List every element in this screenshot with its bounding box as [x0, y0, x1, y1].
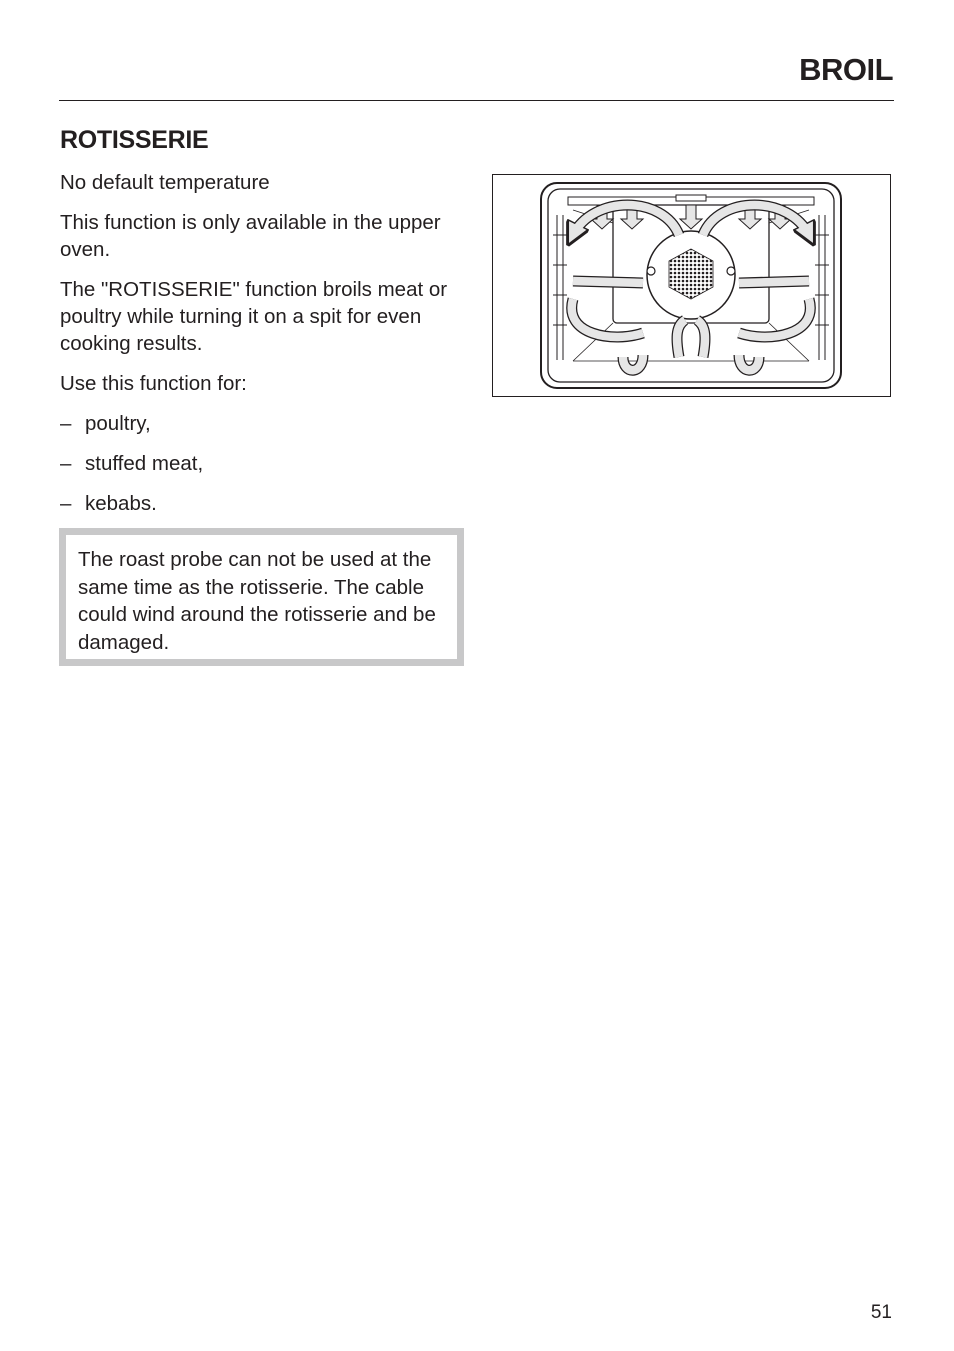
list-item-label: poultry,	[85, 412, 151, 435]
uses-list	[60, 410, 460, 517]
list-item	[60, 410, 460, 437]
default-temperature-text: No default temperature	[60, 171, 270, 194]
list-item	[60, 450, 460, 477]
page-header-title: BROIL	[799, 52, 893, 87]
list-item-label: kebabs.	[85, 492, 157, 515]
dash-bullet: –	[60, 492, 72, 515]
warning-note-box	[59, 528, 464, 666]
oven-airflow-illustration	[492, 174, 891, 397]
list-item	[60, 490, 460, 517]
list-item-label: stuffed meat,	[85, 452, 204, 475]
function-description-text: The "ROTISSERIE" function broils meat or poultry while turning it on a spit for even cooking results.	[60, 278, 448, 355]
warning-note-text: The roast probe can not be used at the same time as the rotisserie. The cable could wind around the rotisserie and be damaged.	[78, 548, 436, 654]
page-number: 51	[870, 1302, 892, 1323]
dash-bullet: –	[60, 452, 72, 475]
section-title: ROTISSERIE	[60, 126, 209, 154]
availability-text: This function is only available in the upper oven.	[60, 211, 441, 261]
dash-bullet: –	[60, 412, 72, 435]
fan-housing	[647, 231, 735, 319]
body-text	[60, 169, 460, 530]
uses-intro-text: Use this function for:	[60, 372, 247, 395]
header-divider	[59, 100, 894, 101]
